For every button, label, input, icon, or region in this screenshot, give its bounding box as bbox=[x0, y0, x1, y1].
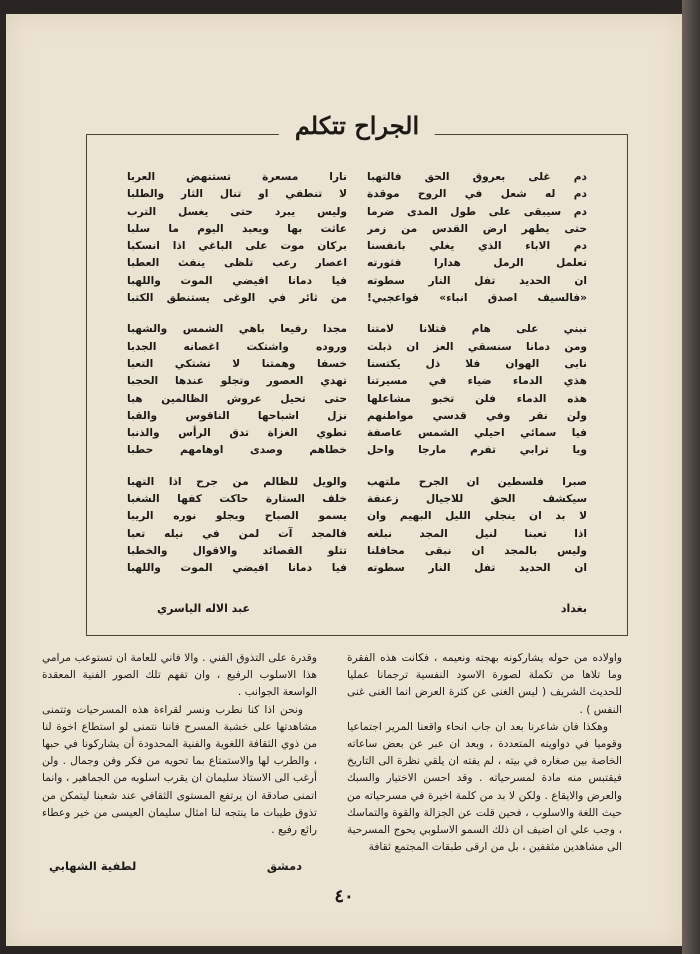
verse: اذا تعبنا لنيل المجد نبلغه bbox=[367, 527, 587, 540]
verse: وروده واشتكت اغصانه الجدبا bbox=[127, 340, 347, 353]
stanza bbox=[127, 169, 347, 307]
verse: تطوي الغزاة تدق الرأس والذنبا bbox=[127, 427, 347, 440]
verse: من ثائر في الوغى يستنطق الكتبا bbox=[127, 292, 347, 305]
poem-title: الجراح تتكلم bbox=[279, 111, 435, 140]
paragraph: واولاده من حوله يشاركونه بهجته ونعيمه ، فكانت هذه الفقرة وما تلاها من تكملة لصورة الاسود النفسية ترجمانا عمليا للحديث الشريف ( ليس الغنى عن كثرة العرض انما الغنى غنى النفس ) . bbox=[347, 652, 622, 716]
verse: نبني على هام قتلانا لامتنا bbox=[367, 323, 587, 336]
article-place: دمشق bbox=[266, 859, 302, 873]
verse: هذه الدماء فلن تخبو مشاعلها bbox=[367, 392, 587, 405]
paragraph: وهكذا فان شاعرنا بعد ان جاب انحاء واقعنا المرير اجتماعيا وقوميا في دواوينه المتعددة ، وبعد ان عبر عن بعض ساعاته الخاصة بين صغاره في بيته ، لم يفته ان يلقي نظرة الى التاريخ فيقتبس منه مادة لمسرحياته . وقد احسن الاختيار والسبك والعرض والايقاع . ولكن لا بد من كلمة اخيرة في مسرحياته من حيث اللغة والاسلوب ، فحين قلت عن الجزالة والقوة والتماسك ، وجب علي ان اضيف ان ذلك السمو الاسلوبي يحوج المسرحية الى مشاهدين مثقفين ، بل من ارقى طبقات المجتمع ثقافة bbox=[347, 720, 622, 854]
article-author: لطفية الشهابي bbox=[49, 859, 137, 873]
stanza bbox=[367, 169, 587, 307]
verse: دم الاباء الذي يغلي بانفسنا bbox=[367, 240, 587, 253]
page-number: ٤٠ bbox=[334, 886, 354, 907]
verse: اعصار رعب تلظى ينفث العطبا bbox=[127, 257, 347, 270]
verse: ولن نقر وفي قدسي مواطنهم bbox=[367, 409, 587, 422]
verse: حتى يطهر ارض القدس من زمر bbox=[367, 222, 587, 235]
verse: وليس يبرد حتى يغسل الترب bbox=[127, 205, 347, 218]
verse: مجدا رفيعا باهي الشمس والشهبا bbox=[127, 323, 347, 336]
verse: نابى الهوان فلا ذل يكتسنا bbox=[367, 357, 587, 370]
verse: وليس بالمجد ان نبقى محافلنا bbox=[367, 544, 587, 557]
magazine-page bbox=[6, 14, 682, 946]
verse: «فالسيف اصدق انباء» فواعجبي! bbox=[367, 292, 587, 305]
verse: هذي الدماء ضياء في مسيرتنا bbox=[367, 375, 587, 388]
verse: والويل للظالم من جرح اذا التهبا bbox=[127, 475, 347, 488]
poem-frame bbox=[86, 111, 628, 636]
verse: ويا ترابي تفرم مارجا واحل bbox=[367, 444, 587, 457]
verse: لا تنطفي او تنال الثار والطلبا bbox=[127, 188, 347, 201]
verse: دم له شعل في الروح موقدة bbox=[367, 188, 587, 201]
verse: صبرا فلسطين ان الجرح ملتهب bbox=[367, 475, 587, 488]
verse: ومن دمانا سنسقي العز ان ذبلت bbox=[367, 340, 587, 353]
verse: لا بد ان ينجلي الليل البهيم وان bbox=[367, 510, 587, 523]
verse: سيكشف الحق للاجيال زعنفة bbox=[367, 493, 587, 506]
verse: نزل اشباحها الناقوس والقبا bbox=[127, 409, 347, 422]
stanza bbox=[367, 474, 587, 578]
verse: ان الحديد تفل النار سطوته bbox=[367, 562, 587, 575]
verse: ان الحديد تفل النار سطوته bbox=[367, 274, 587, 287]
verse: تتلو القصائد والاقوال والخطبا bbox=[127, 544, 347, 557]
verse: فيا دمانا افيضي الموت واللهبا bbox=[127, 274, 347, 287]
verse: تهدي العصور وتجلو عندها الحجبا bbox=[127, 375, 347, 388]
binding-edge bbox=[682, 0, 700, 954]
verse: خسفا وهمتنا لا تشتكي التعبا bbox=[127, 357, 347, 370]
article-right-column bbox=[347, 650, 622, 856]
verse: يسمو الصباح ويجلو نوره الريبا bbox=[127, 510, 347, 523]
stanza bbox=[127, 474, 347, 578]
stanza bbox=[127, 321, 347, 459]
paragraph: وقدرة على التذوق الفني . والا فاني للعامة ان تستوعب مرامي هذا الاسلوب الرفيع ، وان تفهم تلك الصور الفنية المعقدة الواسعة الجوانب . bbox=[42, 652, 317, 699]
verse: خلف الستارة حاكت كفها الشغبا bbox=[127, 493, 347, 506]
article-left-column bbox=[42, 650, 317, 839]
verse: عاثت بها ويعبد اليوم ما سلبا bbox=[127, 222, 347, 235]
poem-author: عبد الاله الياسري bbox=[157, 602, 251, 615]
verse: فيا سمائي احيلي الشمس عاصفة bbox=[367, 427, 587, 440]
verse: حتى تحيل عروش الظالمين هبا bbox=[127, 392, 347, 405]
verse: دم سيبقى على طول المدى ضرما bbox=[367, 205, 587, 218]
poem-city: بغداد bbox=[560, 602, 587, 615]
verse: خطاهم وصدى اوهامهم حطبا bbox=[127, 444, 347, 457]
verse: بركان موت على الباغي اذا انسكبا bbox=[127, 240, 347, 253]
verse: فيا دمانا افيضي الموت واللهبا bbox=[127, 562, 347, 575]
poem-right-column bbox=[367, 169, 587, 592]
verse: فالمجد آت لمن في نيله تعبا bbox=[127, 527, 347, 540]
paragraph: ونحن اذا كنا نطرب ونسر لقراءة هذه المسرحيات وتتمنى مشاهدتها على خشبة المسرح فاننا نتمنى لو استطاع اخوة لنا من ذوي الثقافة اللغوية والفنية المحدودة أن يشاركونا في حبها ، والطرب لها والاستمتاع بما تحويه من فكر وفن وجمال . ولن أرغب الى الاستاذ سليمان ان يقرب اسلوبه من الجماهير ، وانما اتمنى صادقة ان يرتفع المستوى الثقافي عند شعبنا ليتمكن من تذوق طيبات ما ينتجه لنا امثال سليمان العيسى من خير وعطاء رائع رفيع . bbox=[42, 703, 317, 837]
verse: تعلمل الرمل هدارا فثورته bbox=[367, 257, 587, 270]
verse: دم غلى بعروق الحق فالتهبا bbox=[367, 171, 587, 183]
verse: نارا مسعرة تستنهض العربا bbox=[127, 171, 347, 183]
poem-left-column bbox=[127, 169, 347, 592]
stanza bbox=[367, 321, 587, 459]
